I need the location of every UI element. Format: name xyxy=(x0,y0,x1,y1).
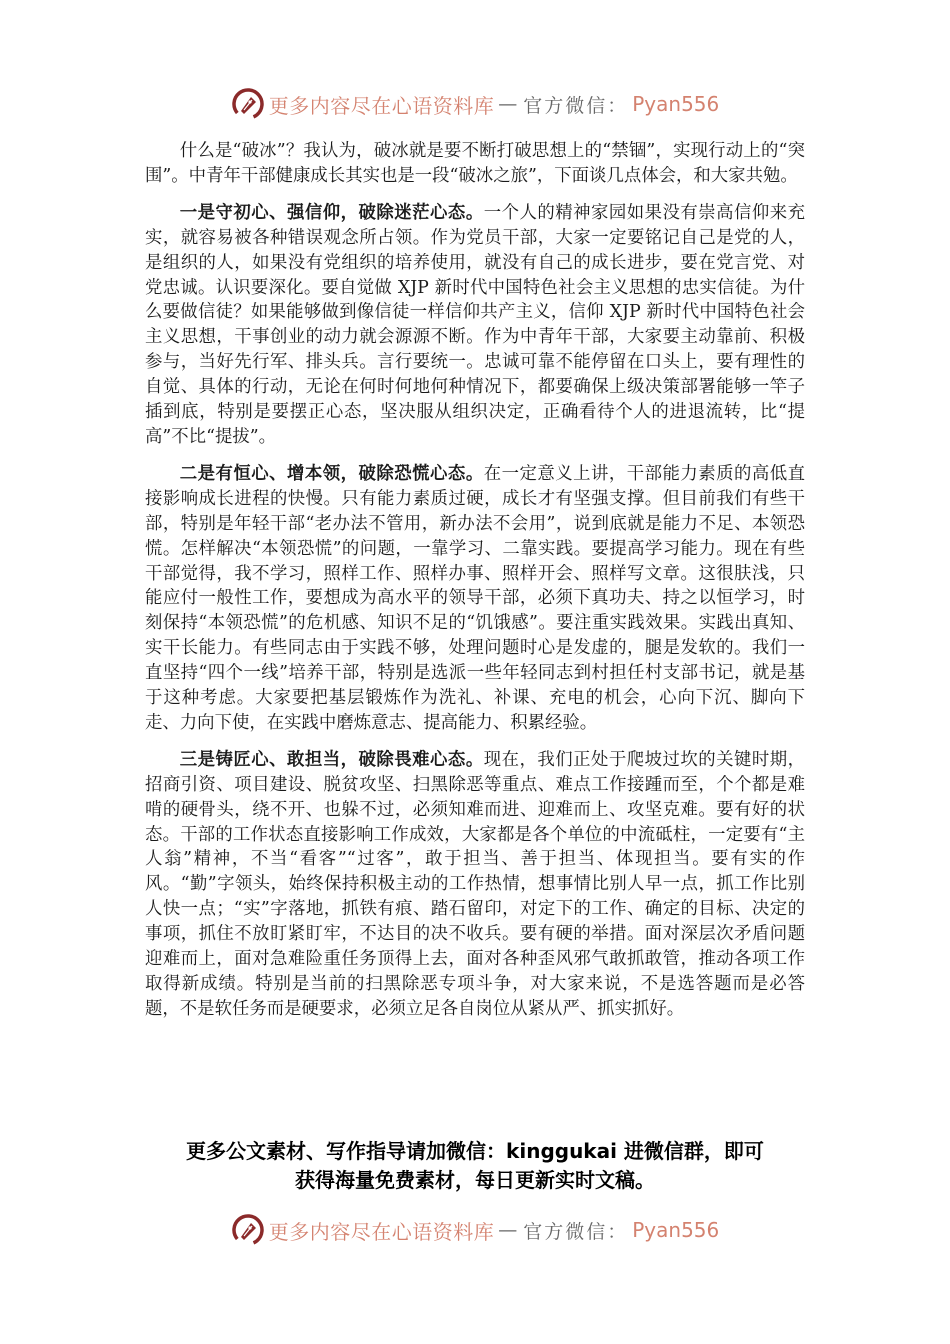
paragraph-intro xyxy=(145,139,805,189)
promo-line-1: 更多公文素材、写作指导请加微信：kinggukai 进微信群，即可 xyxy=(186,1139,764,1163)
paragraph-point-3 xyxy=(145,748,805,1022)
banner-official-label: 官方微信： xyxy=(523,94,629,117)
paragraph-text: 什么是“破冰”？我认为，破冰就是要不断打破思想上的“禁锢”，实现行动上的“突围”。中青年干部健康成长其实也是一段“破冰之旅”，下面谈几点体会，和大家共勉。 xyxy=(145,141,805,186)
paragraph-point-1 xyxy=(145,201,805,450)
banner-wechat-id: Pyan556 xyxy=(632,1218,720,1242)
paragraph-text: 在一定意义上讲，干部能力素质的高低直接影响成长进程的快慢。只有能力素质过硬，成长才有坚强支撑。但目前我们有些干部，特别是年轻干部“老办法不管用，新办法不会用”，说到底就是能力不足、本领恐慌。怎样解决“本领恐慌”的问题，一靠学习、二靠实践。要提高学习能力。现在有些干部觉得，我不学习，照样工作、照样办事、照样开会、照样写文章。这很肤浅，只能应付一般性工作，要想成为高水平的领导干部，必须下真功夫、持之以恒学习，时刻保持“本领恐慌”的危机感、知识不足的“饥饿感”。要注重实践效果。实践出真知、实干长能力。有些同志由于实践不够，处理问题时心是发虚的，腿是发软的。我们一直坚持“四个一线”培养干部，特别是选派一些年轻同志到村担任村支部书记，就是基于这种考虑。大家要把基层锻炼作为洗礼、补课、充电的机会，心向下沉、脚向下走、力向下使，在实践中磨炼意志、提高能力、积累经验。 xyxy=(145,463,805,733)
banner-content xyxy=(231,87,720,121)
promo-line-2: 获得海量免费素材，每日更新实时文稿。 xyxy=(295,1168,655,1192)
paragraph-lead: 一是守初心、强信仰，破除迷茫心态。 xyxy=(179,202,484,223)
pen-nib-logo-icon xyxy=(231,1213,265,1247)
header-banner xyxy=(0,84,950,124)
pen-nib-logo-icon xyxy=(231,87,265,121)
banner-title: 更多内容尽在心语资料库 xyxy=(268,1219,495,1244)
banner-content xyxy=(231,1213,720,1247)
banner-dash: — xyxy=(498,1219,520,1241)
paragraph-text: 现在，我们正处于爬坡过坎的关键时期，招商引资、项目建设、脱贫攻坚、扫黑除恶等重点、难点工作接踵而至，个个都是难啃的硬骨头，绕不开、也躲不过，必须知难而进、迎难而上、攻坚克难。要有好的状态。干部的工作状态直接影响工作成效，大家都是各个单位的中流砥柱，一定要有“主人翁”精神，不当“看客”“过客”，敢于担当、善于担当、体现担当。要有实的作风。“勤”字领头，始终保持积极主动的工作热情，想事情比别人早一点，抓工作比别人快一点；“实”字落地，抓铁有痕、踏石留印，对定下的工作、确定的目标、决定的事项，抓住不放盯紧盯牢，不达目的决不收兵。要有硬的举措。面对深层次矛盾问题迎难而上，面对急难险重任务顶得上去，面对各种歪风邪气敢抓敢管，推动各项工作取得新成绩。特别是当前的扫黑除恶专项斗争，对大家来说，不是选答题而是必答题，不是软任务而是硬要求，必须立足各自岗位从紧从严、抓实抓好。 xyxy=(145,749,805,1019)
document-body xyxy=(145,139,805,1034)
banner-dash: — xyxy=(498,93,520,115)
banner-wechat-id: Pyan556 xyxy=(632,92,720,116)
banner-official-label: 官方微信： xyxy=(523,1220,629,1243)
paragraph-lead: 三是铸匠心、敢担当，破除畏难心态。 xyxy=(179,749,484,770)
banner-title: 更多内容尽在心语资料库 xyxy=(268,93,495,118)
paragraph-point-2 xyxy=(145,462,805,736)
paragraph-lead: 二是有恒心、增本领，破除恐慌心态。 xyxy=(179,463,484,484)
paragraph-text: 一个人的精神家园如果没有崇高信仰来充实，就容易被各种错误观念所占领。作为党员干部，大家一定要铭记自己是党的人，是组织的人，如果没有党组织的培养使用，就没有自己的成长进步，要在党言党、对党忠诚。认识要深化。要自觉做 XJP 新时代中国特色社会主义思想的忠实信徒。为什么要做信徒？如果能够做到像信徒一样信仰共产主义，信仰 XJP 新时代中国特色社会主义思想，干事创业的动力就会源源不断。作为中青年干部，大家要主动靠前、积极参与，当好先行军、排头兵。言行要统一。忠诚可靠不能停留在口头上，要有理性的自觉、具体的行动，无论在何时何地何种情况下，都要确保上级决策部署能够一竿子插到底，特别是要摆正心态，坚决服从组织决定，正确看待个人的进退流转，比“提高”不比“提拔”。 xyxy=(145,202,805,447)
footer-banner xyxy=(0,1210,950,1250)
promo-notice xyxy=(140,1137,810,1195)
